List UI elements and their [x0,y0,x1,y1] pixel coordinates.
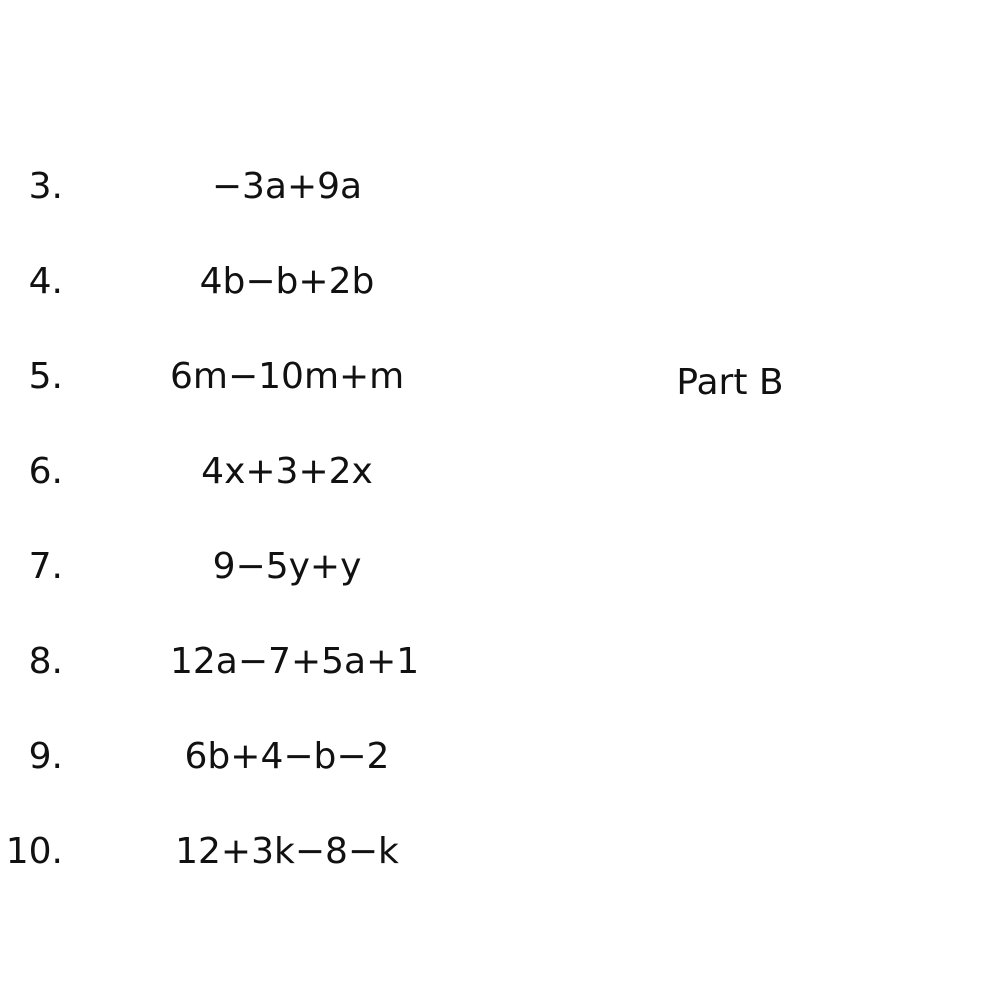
problem-number: 4. [28,261,63,302]
problem-expression: 6m−10m+m [170,356,405,397]
problem-number: 7. [28,546,63,587]
problem-expression: 12+3k−8−k [175,831,399,872]
problem-item [0,347,420,407]
problem-expression: −3a+9a [211,166,363,207]
problem-item [0,727,420,787]
problem-item [0,442,420,502]
problem-number: 5. [28,356,63,397]
problem-item [0,632,420,692]
problem-number: 9. [28,736,63,777]
problem-number: 3. [28,166,63,207]
problem-number: 8. [28,641,63,682]
problem-expression: 4b−b+2b [199,261,375,302]
part-label: Part B [676,362,784,403]
problem-number: 6. [28,451,63,492]
problem-expression: 6b+4−b−2 [184,736,390,777]
problem-item [0,537,420,597]
problem-item [0,252,420,312]
problem-item [0,822,420,882]
problem-expression: 9−5y+y [212,546,362,587]
problem-expression: 12a−7+5a+1 [170,641,420,682]
problem-item [0,157,420,217]
problem-expression: 4x+3+2x [201,451,373,492]
problem-number: 10. [5,831,63,872]
